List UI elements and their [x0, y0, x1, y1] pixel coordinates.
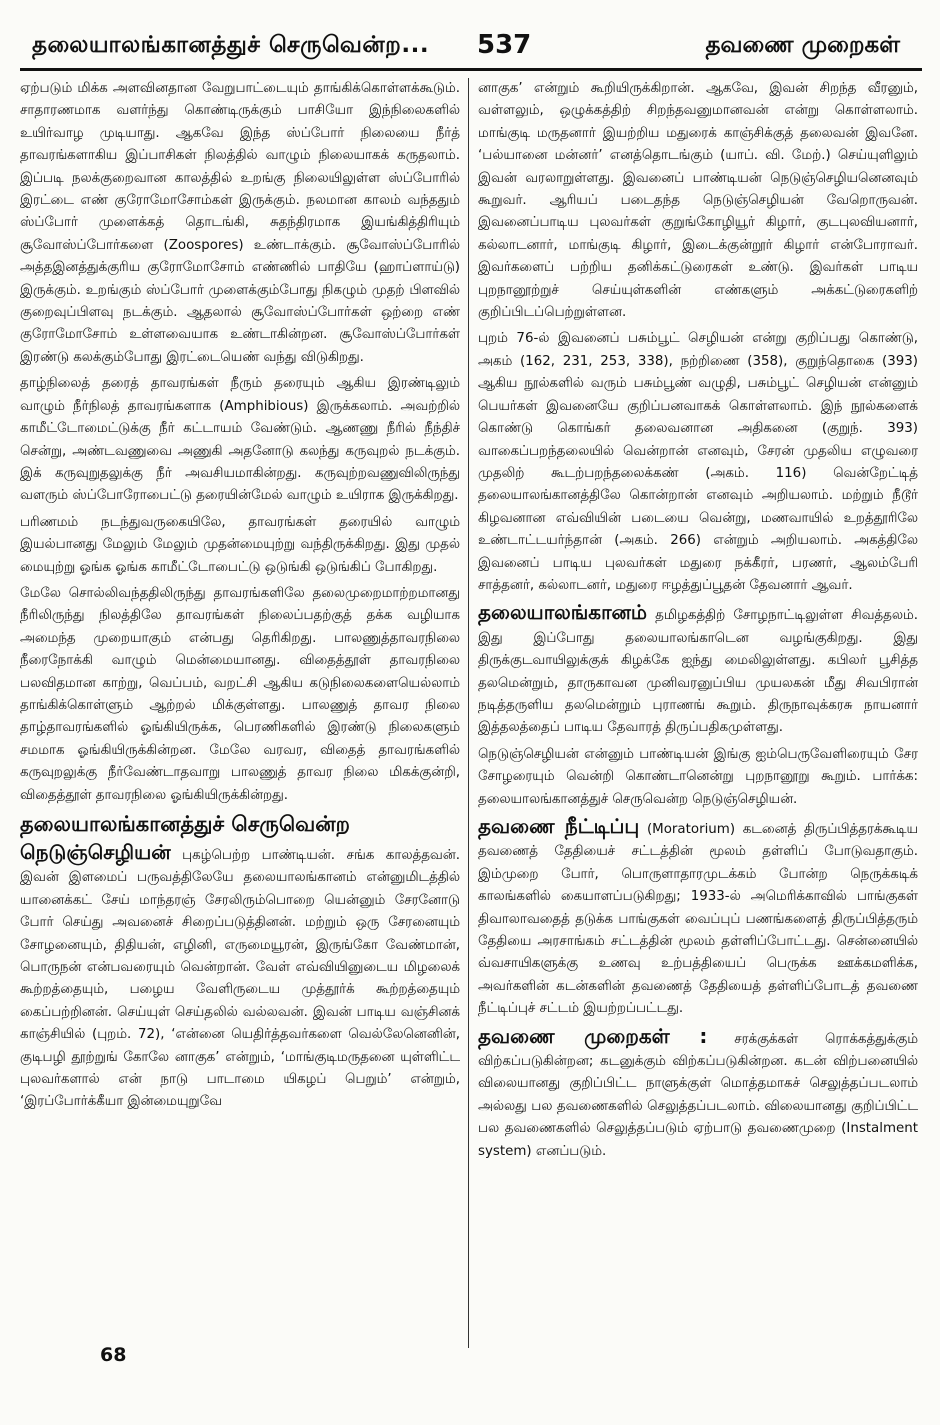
entry-paragraph	[478, 815, 918, 1021]
entry-text: தமிழகத்திற் சோழநாட்டிலுள்ள சிவத்தலம். இது இப்போது தலையாலங்காடென வழங்குகிறது. இது திருக்குடவாயிலுக்குக் கிழக்கே ஐந்து மைலிலுள்ளது. கபிலர் பூசித்த தலமென்றும், தாருகாவன முனிவரனுப்பிய முயலகன் மீது சிவபிரான் நடித்தருளிய தலமென்றும் புராணங் கூறும். திருநாவுக்கரசு நாயனார் இத்தலத்தைப் பாடிய தேவாரத் திருப்பதிகமுள்ளது.	[478, 608, 918, 736]
paragraph: நெடுஞ்செழியன் என்னும் பாண்டியன் இங்கு ஐம்பெருவேளிரையும் சேர சோழரையும் வென்றி கொண்டானென்று புறநானூறு கூறும். பார்க்க: தலையாலங்கானத்துச் செருவென்ற நெடுஞ்செழியன்.	[478, 746, 918, 807]
entry-text: புகழ்பெற்ற பாண்டியன். சங்க காலத்தவன். இவன் இளமைப் பருவத்திலேயே தலையாலங்கானம் என்னுமிடத்தில் யானைக்கட் சேய் மாந்தரஞ் சேரலிரும்பொறை யென்னும் சேரனோடு போர் செய்து அவனைச் சிறைப்படுத்தினன். மற்றும் ஒரு சேரனையும் சோழனையும், திதியன், எழினி, எருமையூரன், இருங்கோ வேண்மான், பொருநன் என்பவரையும் வென்றான். வேள் எவ்வியினுடைய மிழலைக் கூற்றத்தையும், பழைய வேளிருடைய முத்தூர்க் கூற்றத்தையும் கைப்பற்றினன். செய்யுள் செய்தலில் வல்லவன். இவன் பாடிய வஞ்சினக் காஞ்சியில் (புறம். 72), ‘என்னை யெதிர்த்தவர்களை வெல்லேனெனின், குடிபழி தூற்றுங் கோலே னாகுக’ என்றும், ‘மாங்குடிமருதனை யுள்ளிட்ட புலவர்களால் என் நாடு பாடாமை யிகழப் பெறும்’ என்றும், ‘இரப்போர்க்கீயா இன்மையுறுவே	[20, 848, 460, 1110]
entry-text: கடனைத் திருப்பித்தரக்கூடிய தவணைத் தேதியைச் சட்டத்தின் மூலம் தள்ளிப் போடுவதாகும். இம்முறை போர், பொருளாதாரமுடக்கம் போன்ற நெருக்கடிக் காலங்களில் கையாளப்படுகிறது; 1933-ல் அமெரிக்காவில் பாங்குகள் திவாலாவதைத் தடுக்க பாங்குகள் வைப்புப் பணங்களைத் திருப்பித்தரும் தேதியை அரசாங்கம் சட்டத்தின் மூலம் தள்ளிப்போட்டது. சென்னையில் வ்வசாயிகளுக்கு உணவு உற்பத்தியைப் பெருக்க ஊக்கமளிக்க, அவர்களின் கடன்களின் தவணைத் தேதியைத் தள்ளிப்போடத் தவணை நீட்டிப்புச் சட்டம் இயற்றப்பட்டது.	[478, 822, 918, 1017]
header-left-title: தலையாலங்கானத்துச் செருவென்ற...	[32, 32, 430, 58]
page-number: 537	[477, 30, 532, 60]
header-rule	[20, 68, 922, 71]
two-column-body	[20, 78, 918, 1328]
paragraph: ஏற்படும் மிக்க அளவினதான வேறுபாட்டையும் தாங்கிக்கொள்ளக்கூடும். சாதாரணமாக வளர்ந்து கொண்டிருக்கும் பாசியோ இந்நிலைகளில் உயிர்வாழ முடியாது. ஆகவே இந்த ஸ்ப்போர் நிலையை நீர்த் தாவரங்களாகிய இப்பாசிகள் நிலத்தில் வாழும் நிலையாகக் கருதலாம். இப்படி நலக்குறைவான காலத்தில் உறங்கு நிலையிலுள்ள ஸ்ப்போரில் இரட்டை எண் குரோமோசோம்கள் இருக்கும். நலமான காலம் வந்ததும் ஸ்ப்போர் முளைக்கத் தொடங்கி, சுதந்திரமாக இயங்கித்திரியும் சூவோஸ்ப்போர்களை (Zoospores) உண்டாக்கும். சூவோஸ்ப்போரில் அத்தஇனத்துக்குரிய குரோமோசோம் எண்ணில் பாதியே (ஹாப்ளாய்டு) இருக்கும். உறங்கும் ஸ்ப்போர் முளைக்கும்போது நிகழும் முதற் பிளவில் குறைவுப்பிளவு நடக்கும். ஆதலால் சூவோஸ்ப்போர்கள் ஒற்றை எண் குரோமோசோம் உள்ளவையாக உண்டாகின்றன. சூவோஸ்ப்போர்கள் இரண்டு கலக்கும்போது இரட்டையெண் வந்து விடுகிறது.	[20, 81, 460, 365]
paragraph: மேலே சொல்லிவந்ததிலிருந்து தாவரங்களிலே தலைமுறைமாற்றமானது நீரிலிருந்து நிலத்திலே தாவரங்கள் நிலைப்பதற்குத் தக்க வழியாக அமைந்த முறையாகும் என்பது தெரிகிறது. பாலணுத்தாவரநிலை நீரைநோக்கி வாழும் மென்மையானது. விதைத்தூள் தாவரநிலை பலவிதமான காற்று, வெப்பம், வறட்சி ஆகிய கடுநிலைகளையெல்லாம் தாங்கிக்கொள்ளும் ஆற்றல் மிக்குள்ளது. பாலணுத் தாவர நிலை தாழ்தாவரங்களில் ஓங்கியிருக்க, பெரணிகளில் இரண்டு நிலைகளும் சமமாக ஓங்கியிருக்கின்றன. மேலே வரவர, விதைத் தாவரங்களில் கருவுறலுக்கு நீர்வேண்டாதவாறு பாலணுத் தாவர நிலை மிகக்குன்றி, விதைத்தூள் தாவரநிலை ஓங்கியிருக்கின்றது.	[20, 585, 460, 803]
entry-title-english: (Moratorium)	[646, 822, 736, 837]
entry-title: தவணை நீட்டிப்பு	[478, 814, 640, 838]
column-divider	[468, 78, 469, 1348]
entry-heading	[20, 811, 460, 841]
entry-title: தலையாலங்கானம்	[478, 600, 648, 625]
paragraph: தாழ்நிலைத் தரைத் தாவரங்கள் நீரும் தரையும் ஆகிய இரண்டிலும் வாழும் நீர்நிலத் தாவரங்களாக (Amphibious) இருக்கலாம். அவற்றில் காமீட்டோமைட்டுக்கு நீர் கட்டாயம் வேண்டும். ஆணணு நீரில் நீந்திச் சென்று, அண்டவணுவை அணுகி அதனோடு கலந்து கருவுறல் நடக்கும். இக் கருவுறுதலுக்கு நீர் அவசியமாகின்றது. கருவுற்றவணுவிலிருந்து வளரும் ஸ்ப்போரோபைட்டு தரையின்மேல் வாழும் உயிராக இருக்கிறது.	[20, 376, 460, 504]
entry-title-cont: நெடுஞ்செழியன்	[20, 840, 171, 864]
paragraph: பரிணமம் நடந்துவருகையிலே, தாவரங்கள் தரையில் வாழும் இயல்பானது மேலும் மேலும் முதன்மையுற்று வந்திருக்கிறது. இது முதல் மையுற்று ஓங்க ஓங்க காமீட்டோபைட்டு ஒடுங்கி ஒடுங்கிப் போகிறது.	[20, 514, 460, 575]
running-header	[22, 22, 922, 62]
entry-title: தவணை முறைகள் :	[478, 1023, 708, 1048]
entry-paragraph	[478, 601, 918, 739]
entry-paragraph	[20, 841, 460, 1114]
paragraph: புறம் 76-ல் இவனைப் பசும்பூட் செழியன் என்று குறிப்பது கொண்டு, அகம் (162, 231, 253, 338), நற்றிணை (358), குறுந்தொகை (393) ஆகிய நூல்களில் வரும் பசும்பூண் வழுதி, பசும்பூட் செழியன் என்னும் பெயர்கள் இவனையே குறிப்பனவாகக் கொள்ளலாம். இந் நூல்களைக் கொண்டு கொங்கர் தலைவனான அதிகனை (குறுந். 393) வாகைப்பறந்தலையில் வென்றான் எனவும், சேரன் முதலிய எழுவரை முதலிற் கூடற்பறந்தலைக்கண் (அகம். 116) வென்றேட்டித் தலையாலங்கானத்திலே கொன்றான் எனவும் அறியலாம். மற்றும் நீடூர் கிழவனான எவ்வியின் படையை வென்று, மணவாயில் உறத்தூரிலே உண்டாட்டயர்ந்தான் (அகம். 266) என்றும் அறியலாம். அகத்திலே இவனைப் பாடிய புலவர்கள் மதுரை நக்கீரர், பரணர், ஆலம்பேரி சாத்தனர், கல்லாடனர், மதுரை ஈழத்துப்பூதன் தேவனார் ஆவர்.	[478, 331, 918, 593]
header-right-title: தவணை முறைகள்	[705, 32, 900, 58]
folio-number: 68	[100, 1344, 127, 1366]
entry-paragraph	[478, 1025, 918, 1163]
left-column	[20, 78, 460, 1328]
right-column	[478, 78, 918, 1328]
paragraph: னாகுக’ என்றும் கூறியிருக்கிறான். ஆகவே, இவன் சிறந்த வீரனும், வள்ளலும், ஒழுக்கத்திற் சிறந்தவனுமானவன் என்று கொள்ளலாம். மாங்குடி மருதனார் இயற்றிய மதுரைக் காஞ்சிக்குத் தலைவன் இவனே. ‘பல்யானை மன்னர்’ எனத்தொடங்கும் (யாப். வி. மேற்.) செய்யுளிலும் இவன் வரலாறுள்ளது. இவனைப் பாண்டியன் நெடுஞ்செழியனெனவும் கூறுவர். ஆரியப் படைதந்த நெடுஞ்செழியன் வேறொருவன். இவனைப்பாடிய புலவர்கள் குறுங்கோழியூர் கிழார், குடபுலவியனார், கல்லாடனார், மாங்குடி கிழார், இடைக்குன்றூர் கிழார் என்போராவர். இவர்களைப் பற்றிய தனிக்கட்டுரைகள் உண்டு. இவர்கள் பாடிய புறநானூற்றுச் செய்யுள்களின் எண்களும் அக்கட்டுரைகளிற் குறிப்பிடப்பெற்றுள்ளன.	[478, 81, 918, 321]
entry-text: சரக்குக்கள் ரொக்கத்துக்கும் விற்கப்படுகின்றன; கடனுக்கும் விற்கப்படுகின்றன. கடன் விற்பனையில் விலையானது குறிப்பிட்ட நாளுக்குள் மொத்தமாகச் செலுத்தப்படலாம் அல்லது பல தவணைகளில் செலுத்தப்படலாம். விலையானது குறிப்பிட்ட பல தவணைகளில் செலுத்தப்படும் ஏற்பாடு தவணைமுறை (Instalment system) எனப்படும்.	[478, 1031, 918, 1159]
entry-title: தலையாலங்கானத்துச் செருவென்ற	[20, 812, 350, 836]
